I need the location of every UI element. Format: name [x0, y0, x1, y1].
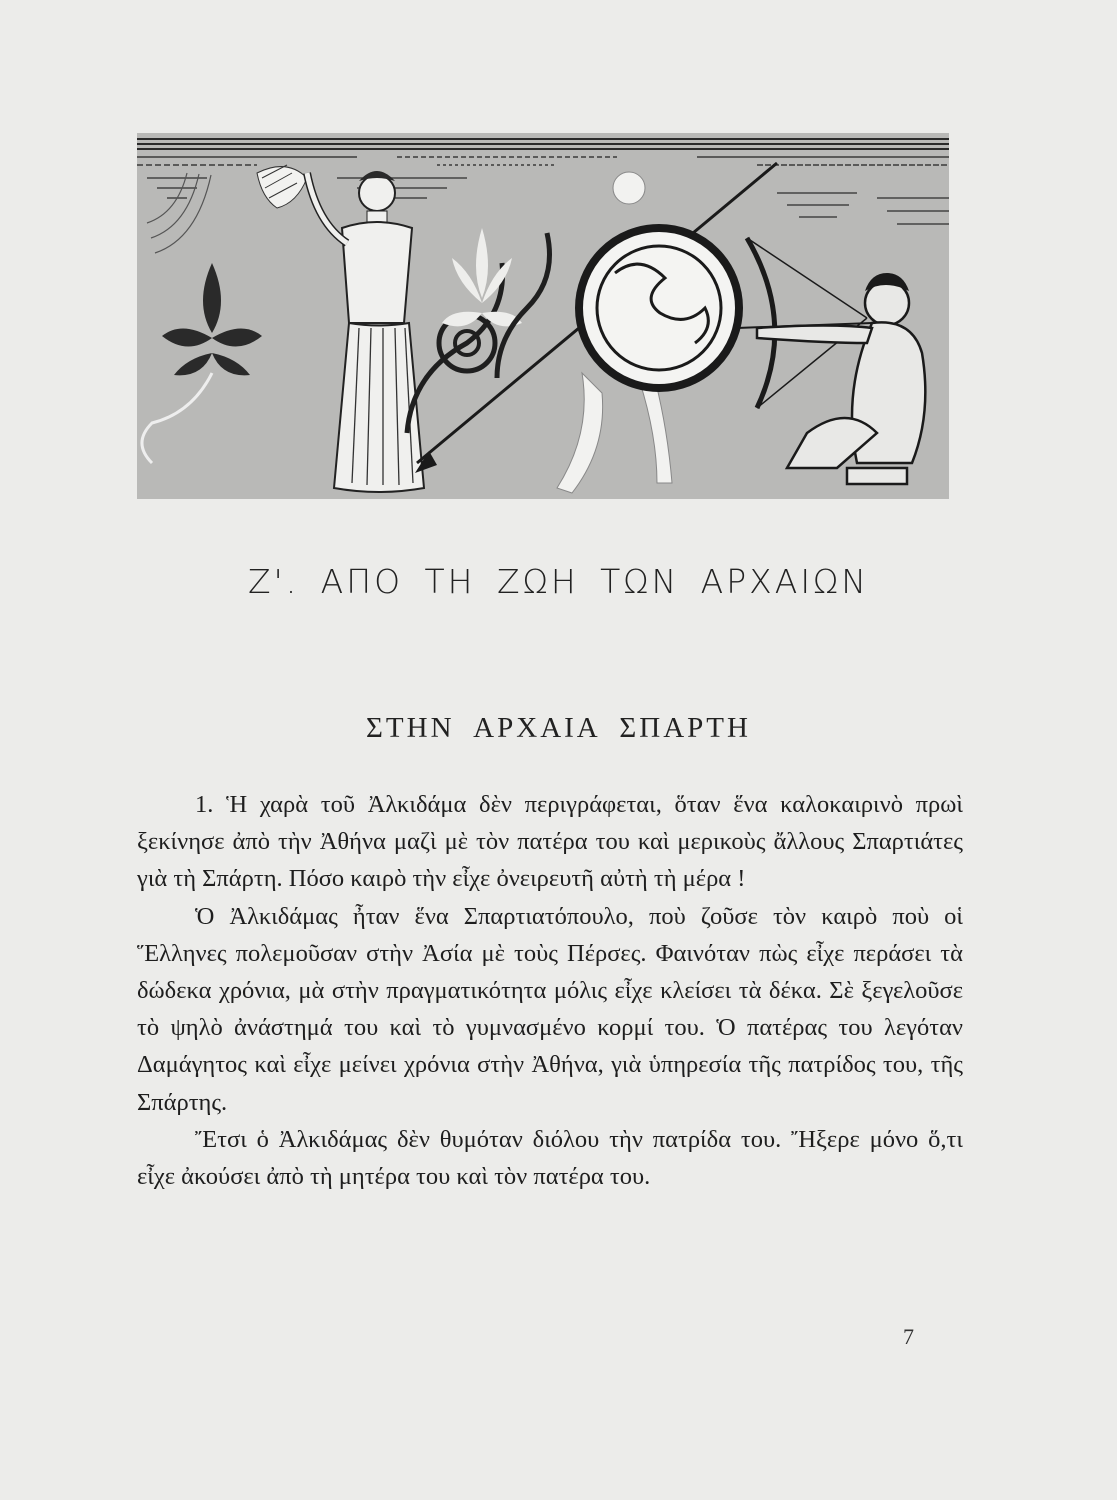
paragraph-2: Ὁ Ἀλκιδάμας ἦταν ἕνα Σπαρτιατόπουλο, ποὺ ζοῦσε τὸν καιρὸ ποὺ οἱ Ἕλληνες πολεμοῦσαν στὴν Ἀσία μὲ τοὺς Πέρσες. Φαινόταν πὼς εἶχε περάσει τὰ δώδεκα χρόνια, μὰ στὴν πραγματικότητα μόλις εἶχε κλείσει τὰ δέκα. Σὲ ξεγελοῦσε τὸ ψηλὸ ἀνάστημά του καὶ τὸ γυμνασμένο κορμί του. Ὁ πατέρας του λεγόταν Δαμάγητος καὶ εἶχε μείνει χρόνια στὴν Ἀθήνα, γιὰ ὑπηρεσία τῆς πατρίδος του, τῆς Σπάρτης.	[137, 902, 963, 1116]
page-number: 7	[903, 1324, 914, 1349]
ancient-figures-illustration	[137, 133, 949, 499]
chapter-title: Ζ'. ΑΠΟ ΤΗ ΖΩΗ ΤΩΝ ΑΡΧΑΙΩΝ	[248, 562, 869, 601]
body-text	[137, 786, 963, 1195]
paragraph-1: 1. Ἡ χαρὰ τοῦ Ἀλκιδάμα δὲν περιγράφεται, ὅταν ἕνα καλοκαιρινὸ πρωὶ ξεκίνησε ἀπὸ τὴν Ἀθήνα μαζὶ μὲ τὸν πατέρα του καὶ μερικοὺς ἄλλους Σπαρτιάτες γιὰ τὴ Σπάρτη. Πόσο καιρὸ τὴν εἶχε ὀνειρευτῆ αὐτὴ τὴ μέρα !	[137, 791, 963, 893]
paragraph-3: Ἔτσι ὁ Ἀλκιδάμας δὲν θυμόταν διόλου τὴν πατρίδα του. Ἤξερε μόνο ὅ,τι εἶχε ἀκούσει ἀπὸ τὴ μητέρα του καὶ τὸν πατέρα του.	[137, 1125, 963, 1191]
section-title: ΣΤΗΝ ΑΡΧΑΙΑ ΣΠΑΡΤΗ	[366, 712, 751, 744]
header-illustration	[137, 133, 949, 499]
